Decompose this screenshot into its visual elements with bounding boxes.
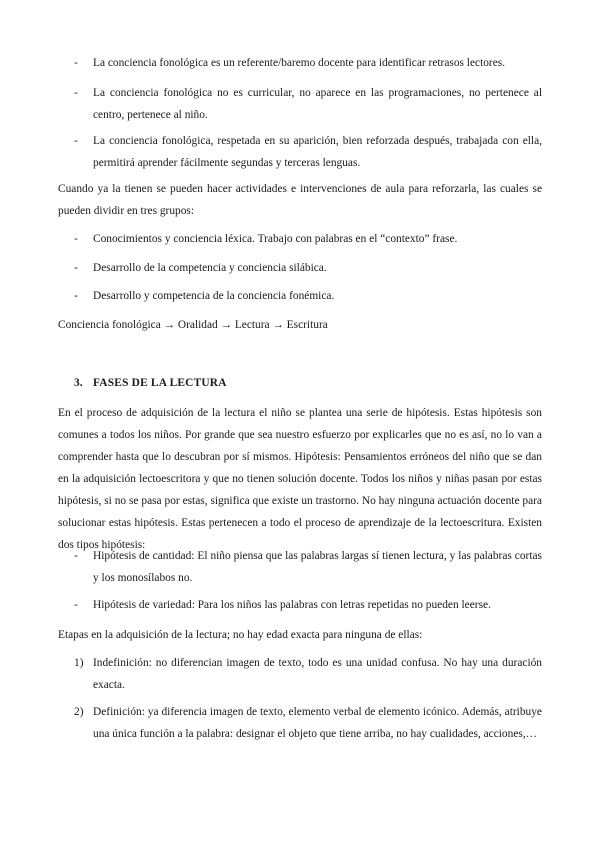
paragraph-stages: Etapas en la adquisición de la lectura; no hay edad exacta para ninguna de ellas: [58, 629, 423, 641]
list-item-text: La conciencia fonológica es un referente/baremo docente para identificar retrasos lectores. [93, 57, 506, 69]
numbered-item-text: Definición: ya diferencia imagen de texto, elemento verbal de elemento icónico. Además, atribuye una única función a la palabra: designar el objeto que tiene arriba, no hay cualidades, acciones,… [93, 706, 542, 740]
list-item-text: La conciencia fonológica, respetada en su aparición, bien reforzada después, trabajada con ella, permitirá aprender fácilmente segundas y terceras lenguas. [93, 135, 542, 169]
sequence-line: Conciencia fonológica → Oralidad → Lectura → Escritura [58, 319, 328, 331]
list-item-text: La conciencia fonológica no es curricular, no aparece en las programaciones, no pertenece al centro, pertenece al niño. [93, 87, 542, 121]
list-item-text: Desarrollo de la competencia y conciencia silábica. [93, 262, 327, 274]
bullet-dash: - [74, 135, 78, 147]
bullet-dash: - [74, 599, 78, 611]
bullet-dash: - [74, 262, 78, 274]
list-item-text: Hipótesis de cantidad: El niño piensa que las palabras largas sí tienen lectura, y las palabras cortas y los monosílabos no. [93, 550, 542, 584]
list-item-text: Desarrollo y competencia de la conciencia fonémica. [93, 290, 335, 302]
bullet-dash: - [74, 87, 78, 99]
bullet-dash: - [74, 550, 78, 562]
paragraph-groups: Cuando ya la tienen se pueden hacer actividades e intervenciones de aula para reforzarla, las cuales se pueden dividir en tres grupos: [58, 183, 542, 217]
list-item-text: Hipótesis de variedad: Para los niños las palabras con letras repetidas no pueden leerse. [93, 599, 491, 611]
item-number: 2) [74, 706, 84, 718]
bullet-dash: - [74, 57, 78, 69]
bullet-dash: - [74, 290, 78, 302]
list-item-text: Conocimientos y conciencia léxica. Trabajo con palabras en el “contexto” frase. [93, 233, 458, 245]
section-title: FASES DE LA LECTURA [93, 377, 227, 389]
item-number: 1) [74, 657, 84, 669]
paragraph-hypothesis: En el proceso de adquisición de la lectura el niño se plantea una serie de hipótesis. Estas hipótesis son comunes a todos los niños. Por grande que sea nuestro esfuerzo por explicarles que no es así, no lo van a comprender hasta que lo descubran por sí mismos. Hipótesis: Pensamientos erróneos del niño que se dan en la adquisición lectoescritora y que no tienen solución docente. Todos los niños y niñas pasan por estas hipótesis, si no se pasa por estas, significa que existe un trastorno. No hay ninguna actuación docente para solucionar estas hipótesis. Estas pertenecen a todo el proceso de aprendizaje de la lectoescritura. Existen dos tipos hipótesis: [58, 407, 542, 551]
section-number: 3. [74, 377, 83, 389]
numbered-item-text: Indefinición: no diferencian imagen de texto, todo es una unidad confusa. No hay una duración exacta. [93, 657, 542, 691]
bullet-dash: - [74, 233, 78, 245]
